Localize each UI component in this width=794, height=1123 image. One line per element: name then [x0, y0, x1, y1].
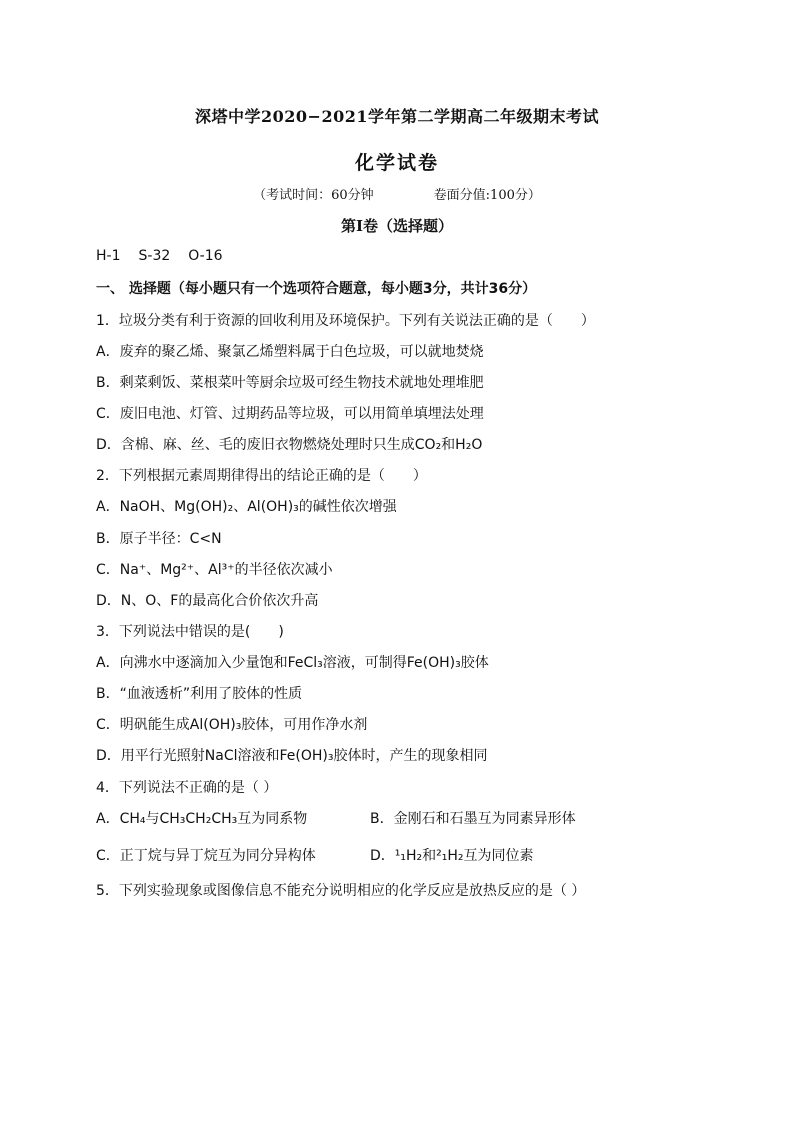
- part-heading: 一、 选择题（每小题只有一个选项符合题意，每小题3分，共计36分）: [96, 281, 537, 297]
- atomic-mass: O-16: [188, 248, 223, 264]
- question-option: C．废旧电池、灯管、过期药品等垃圾，可以用简单填埋法处理: [96, 406, 484, 422]
- question-stem: 4．下列说法不正确的是（ ）: [96, 780, 278, 796]
- atomic-masses: [96, 248, 241, 264]
- question-option: C．正丁烷与异丁烷互为同分异构体: [96, 848, 316, 864]
- question-stem: 1．垃圾分类有利于资源的回收利用及环境保护。下列有关说法正确的是（ ）: [96, 313, 595, 329]
- question-option: D．N、O、F的最高化合价依次升高: [96, 593, 319, 609]
- question-stem: 2．下列根据元素周期律得出的结论正确的是（ ）: [96, 468, 427, 484]
- question-option: B．“血液透析”利用了胶体的性质: [96, 686, 303, 702]
- question-option: B．剩菜剩饭、菜根菜叶等厨余垃圾可经生物技术就地处理堆肥: [96, 375, 484, 391]
- atomic-mass: H-1: [96, 248, 121, 264]
- exam-title: 深塔中学2020−2021学年第二学期高二年级期末考试: [195, 107, 599, 126]
- subject-title: 化学试卷: [354, 152, 439, 174]
- question-option: B．金刚石和石墨互为同素异形体: [370, 811, 576, 827]
- full-score: 卷面分值:100分）: [433, 188, 541, 203]
- question-option: A．废弃的聚乙烯、聚氯乙烯塑料属于白色垃圾，可以就地焚烧: [96, 344, 484, 360]
- question-option: A．NaOH、Mg(OH)₂、Al(OH)₃的碱性依次增强: [96, 499, 397, 515]
- question-option: C．Na⁺、Mg²⁺、Al³⁺的半径依次减小: [96, 562, 333, 578]
- section-title: 第Ⅰ卷（选择题）: [340, 217, 454, 235]
- question-option: C．明矾能生成Al(OH)₃胶体，可用作净水剂: [96, 717, 368, 733]
- question-option: A．CH₄与CH₃CH₂CH₃互为同系物: [96, 811, 308, 827]
- question-stem: 5．下列实验现象或图像信息不能充分说明相应的化学反应是放热反应的是（ ）: [96, 883, 586, 899]
- exam-time: （考试时间：60分钟: [253, 188, 374, 203]
- question-option: A．向沸水中逐滴加入少量饱和FeCl₃溶液，可制得Fe(OH)₃胶体: [96, 655, 489, 671]
- atomic-mass: S-32: [138, 248, 171, 264]
- question-stem: 3．下列说法中错误的是( ): [96, 624, 284, 640]
- exam-meta: [0, 184, 794, 203]
- question-option: B．原子半径：C<N: [96, 531, 222, 547]
- question-option: D．¹₁H₂和²₁H₂互为同位素: [370, 848, 534, 864]
- question-option: D．用平行光照射NaCl溶液和Fe(OH)₃胶体时，产生的现象相同: [96, 748, 488, 764]
- question-option: D．含棉、麻、丝、毛的废旧衣物燃烧处理时只生成CO₂和H₂O: [96, 437, 483, 453]
